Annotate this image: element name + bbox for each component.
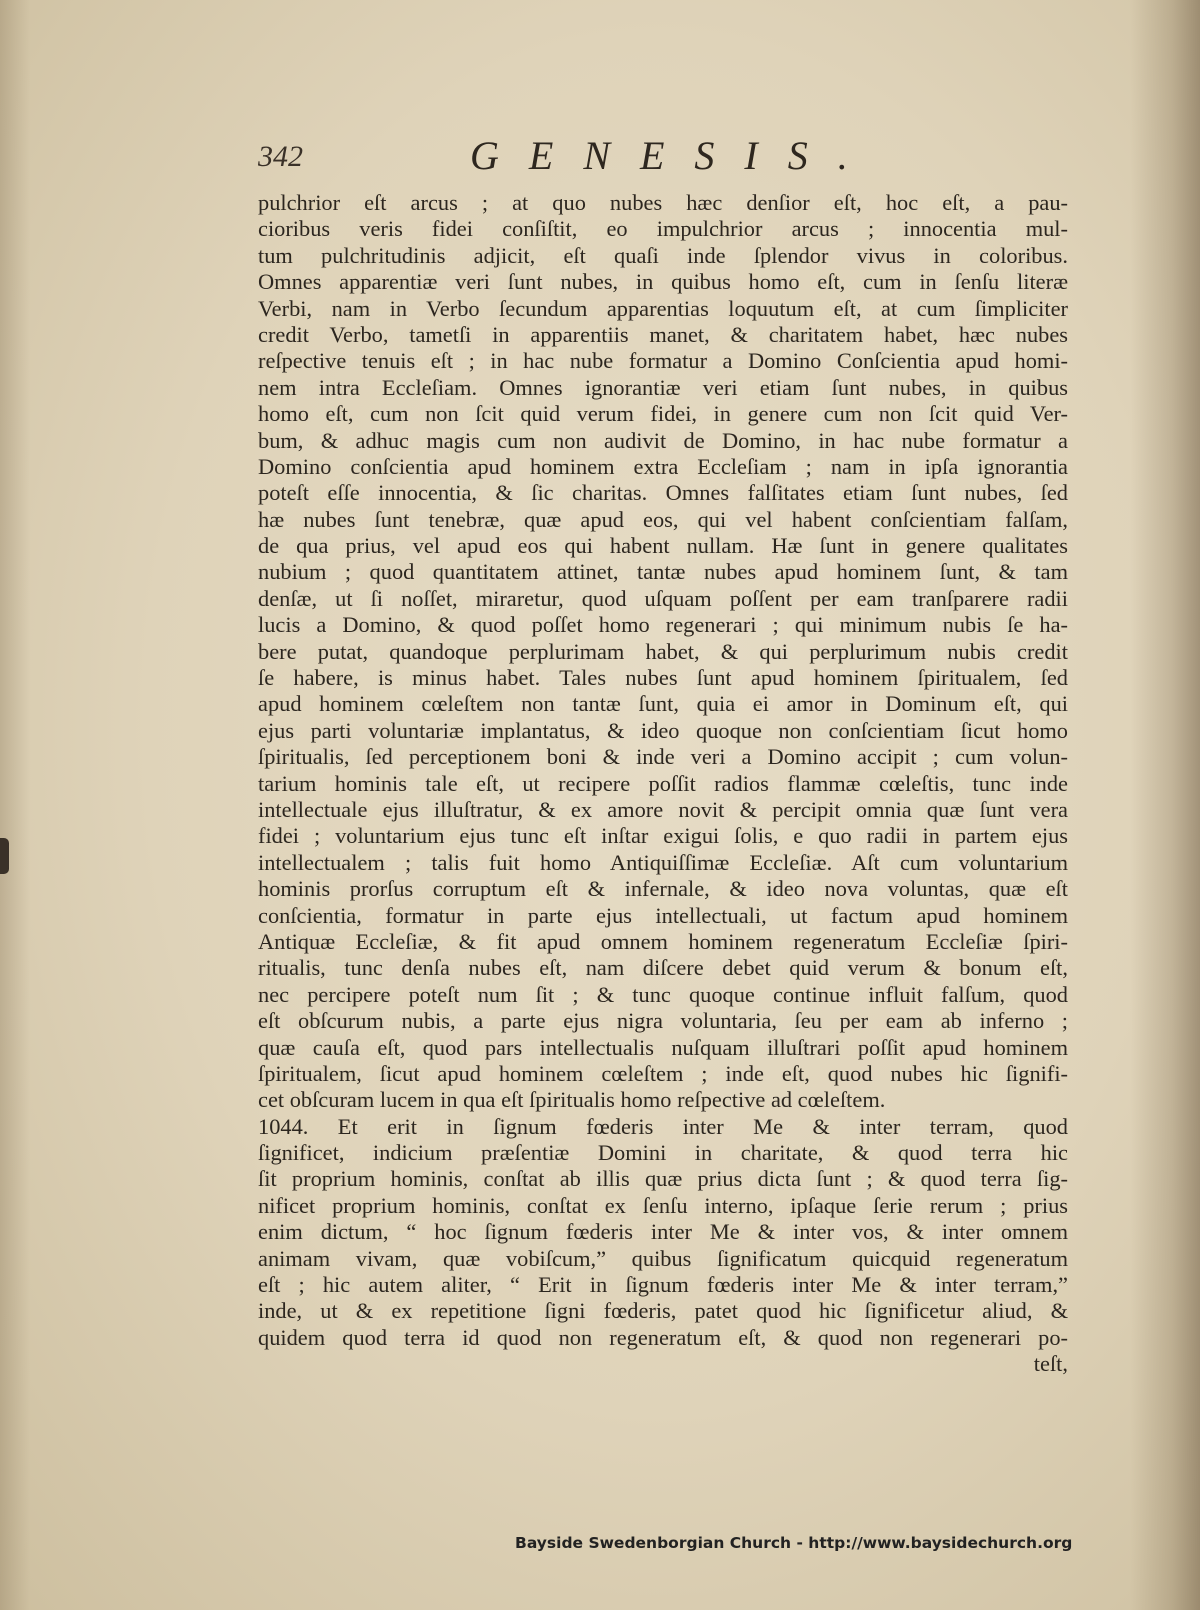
text-line: Verbi, nam in Verbo ſecundum apparentias loquutum eſt, at cum ſimpliciter [258, 295, 1068, 321]
page-number: 342 [258, 140, 303, 173]
running-head: GENESIS. [470, 133, 878, 178]
text-line: Domino conſcientia apud hominem extra Eccleſiam ; nam in ipſa ignorantia [258, 453, 1068, 479]
text-line: hominis prorſus corruptum eſt & infernale, & ideo nova voluntas, quæ eſt [258, 876, 1068, 902]
text-line: reſpective tenuis eſt ; in hac nube formatur a Domino Conſcientia apud homi- [258, 348, 1068, 374]
text-line: homo eſt, cum non ſcit quid verum fidei, in genere cum non ſcit quid Ver- [258, 401, 1068, 427]
text-line: nificet proprium hominis, conſtat ex ſenſu interno, ipſaque ſerie rerum ; prius [258, 1192, 1068, 1218]
text-line: quæ cauſa eſt, quod pars intellectualis nuſquam illuſtrari poſſit apud hominem [258, 1034, 1068, 1060]
text-line: bum, & adhuc magis cum non audivit de Domino, in hac nube formatur a [258, 427, 1068, 453]
text-line: quidem quod terra id quod non regeneratum eſt, & quod non regenerari po- [258, 1324, 1068, 1350]
text-line: inde, ut & ex repetitione ſigni fœderis, patet quod hic ſignificetur aliud, & [258, 1298, 1068, 1324]
text-line: de qua prius, vel apud eos qui habent nullam. Hæ ſunt in genere qualitates [258, 533, 1068, 559]
text-line: eſt obſcurum nubis, a parte ejus nigra voluntaria, ſeu per eam ab inferno ; [258, 1008, 1068, 1034]
page-header [258, 132, 1068, 182]
text-line: pulchrior eſt arcus ; at quo nubes hæc denſior eſt, hoc eſt, a pau- [258, 190, 1068, 215]
text-line: teſt, [1033, 1351, 1068, 1377]
text-line: ejus parti voluntariæ implantatus, & ideo quoque non conſcientiam ſicut homo [258, 717, 1068, 743]
text-line: 1044. Et erit in ſignum fœderis inter Me & inter terram, quod [258, 1113, 1068, 1139]
text-line: nubium ; quod quantitatem attinet, tantæ nubes apud hominem ſunt, & tam [258, 559, 1068, 585]
text-line: intellectualem ; talis fuit homo Antiquiſſimæ Eccleſiæ. Aſt cum voluntarium [258, 849, 1068, 875]
text-line: intellectuale ejus illuſtratur, & ex amore novit & percipit omnia quæ ſunt vera [258, 796, 1068, 822]
page-left-shadow [0, 0, 30, 1610]
text-line: hæ nubes ſunt tenebræ, quæ apud eos, qui vel habent conſcientiam falſam, [258, 506, 1068, 532]
footer-credit[interactable]: Bayside Swedenborgian Church - http://www.baysidechurch.org [515, 1534, 1073, 1552]
text-line: bere putat, quandoque perplurimam habet, & qui perplurimum nubis credit [258, 638, 1068, 664]
text-line: ſe habere, is minus habet. Tales nubes ſunt apud hominem ſpiritualem, ſed [258, 665, 1068, 691]
text-line: conſcientia, formatur in parte ejus intellectuali, ut factum apud hominem [258, 902, 1068, 928]
text-line: nec percipere poteſt num ſit ; & tunc quoque continue influit falſum, quod [258, 981, 1068, 1007]
text-line: tarium hominis tale eſt, ut recipere poſſit radios flammæ cœleſtis, tunc inde [258, 770, 1068, 796]
text-line: ritualis, tunc denſa nubes eſt, nam diſcere debet quid verum & bonum eſt, [258, 955, 1068, 981]
text-line: animam vivam, quæ vobiſcum,” quibus ſignificatum quicquid regeneratum [258, 1245, 1068, 1271]
body-text [258, 190, 1068, 1378]
text-line: nem intra Eccleſiam. Omnes ignorantiæ veri etiam ſunt nubes, in quibus [258, 374, 1068, 400]
text-line: poteſt eſſe innocentia, & ſic charitas. Omnes falſitates etiam ſunt nubes, ſed [258, 480, 1068, 506]
text-line: lucis a Domino, & quod poſſet homo regenerari ; qui minimum nubis ſe ha- [258, 612, 1068, 638]
text-line: ſit proprium hominis, conſtat ab illis quæ prius dicta ſunt ; & quod terra ſig- [258, 1166, 1068, 1192]
text-line: denſæ, ut ſi noſſet, miraretur, quod uſquam poſſent per eam tranſparere radii [258, 585, 1068, 611]
text-line: cet obſcuram lucem in qua eſt ſpiritualis homo reſpective ad cœleſtem. [258, 1087, 886, 1113]
text-line: eſt ; hic autem aliter, “ Erit in ſignum fœderis inter Me & inter terram,” [258, 1272, 1068, 1298]
binding-mark [0, 838, 9, 874]
page-gutter-shadow [1130, 0, 1200, 1610]
text-line: apud hominem cœleſtem non tantæ ſunt, quia ei amor in Dominum eſt, qui [258, 691, 1068, 717]
text-line: ſpiritualis, ſed perceptionem boni & inde veri a Domino accipit ; cum volun- [258, 744, 1068, 770]
text-line: Antiquæ Eccleſiæ, & fit apud omnem hominem regeneratum Eccleſiæ ſpiri- [258, 928, 1068, 954]
text-line: credit Verbo, tametſi in apparentiis manet, & charitatem habet, hæc nubes [258, 321, 1068, 347]
text-line: enim dictum, “ hoc ſignum fœderis inter Me & inter vos, & inter omnem [258, 1219, 1068, 1245]
text-line: ſignificet, indicium præſentiæ Domini in charitate, & quod terra hic [258, 1140, 1068, 1166]
text-line: cioribus veris fidei conſiſtit, eo impulchrior arcus ; innocentia mul- [258, 216, 1068, 242]
text-line: tum pulchritudinis adjicit, eſt quaſi inde ſplendor vivus in coloribus. [258, 242, 1068, 268]
text-line: fidei ; voluntarium ejus tunc eſt inſtar exigui ſolis, e quo radii in partem ejus [258, 823, 1068, 849]
text-line: Omnes apparentiæ veri ſunt nubes, in quibus homo eſt, cum in ſenſu literæ [258, 269, 1068, 295]
text-line: ſpiritualem, ſicut apud hominem cœleſtem ; inde eſt, quod nubes hic ſignifi- [258, 1060, 1068, 1086]
